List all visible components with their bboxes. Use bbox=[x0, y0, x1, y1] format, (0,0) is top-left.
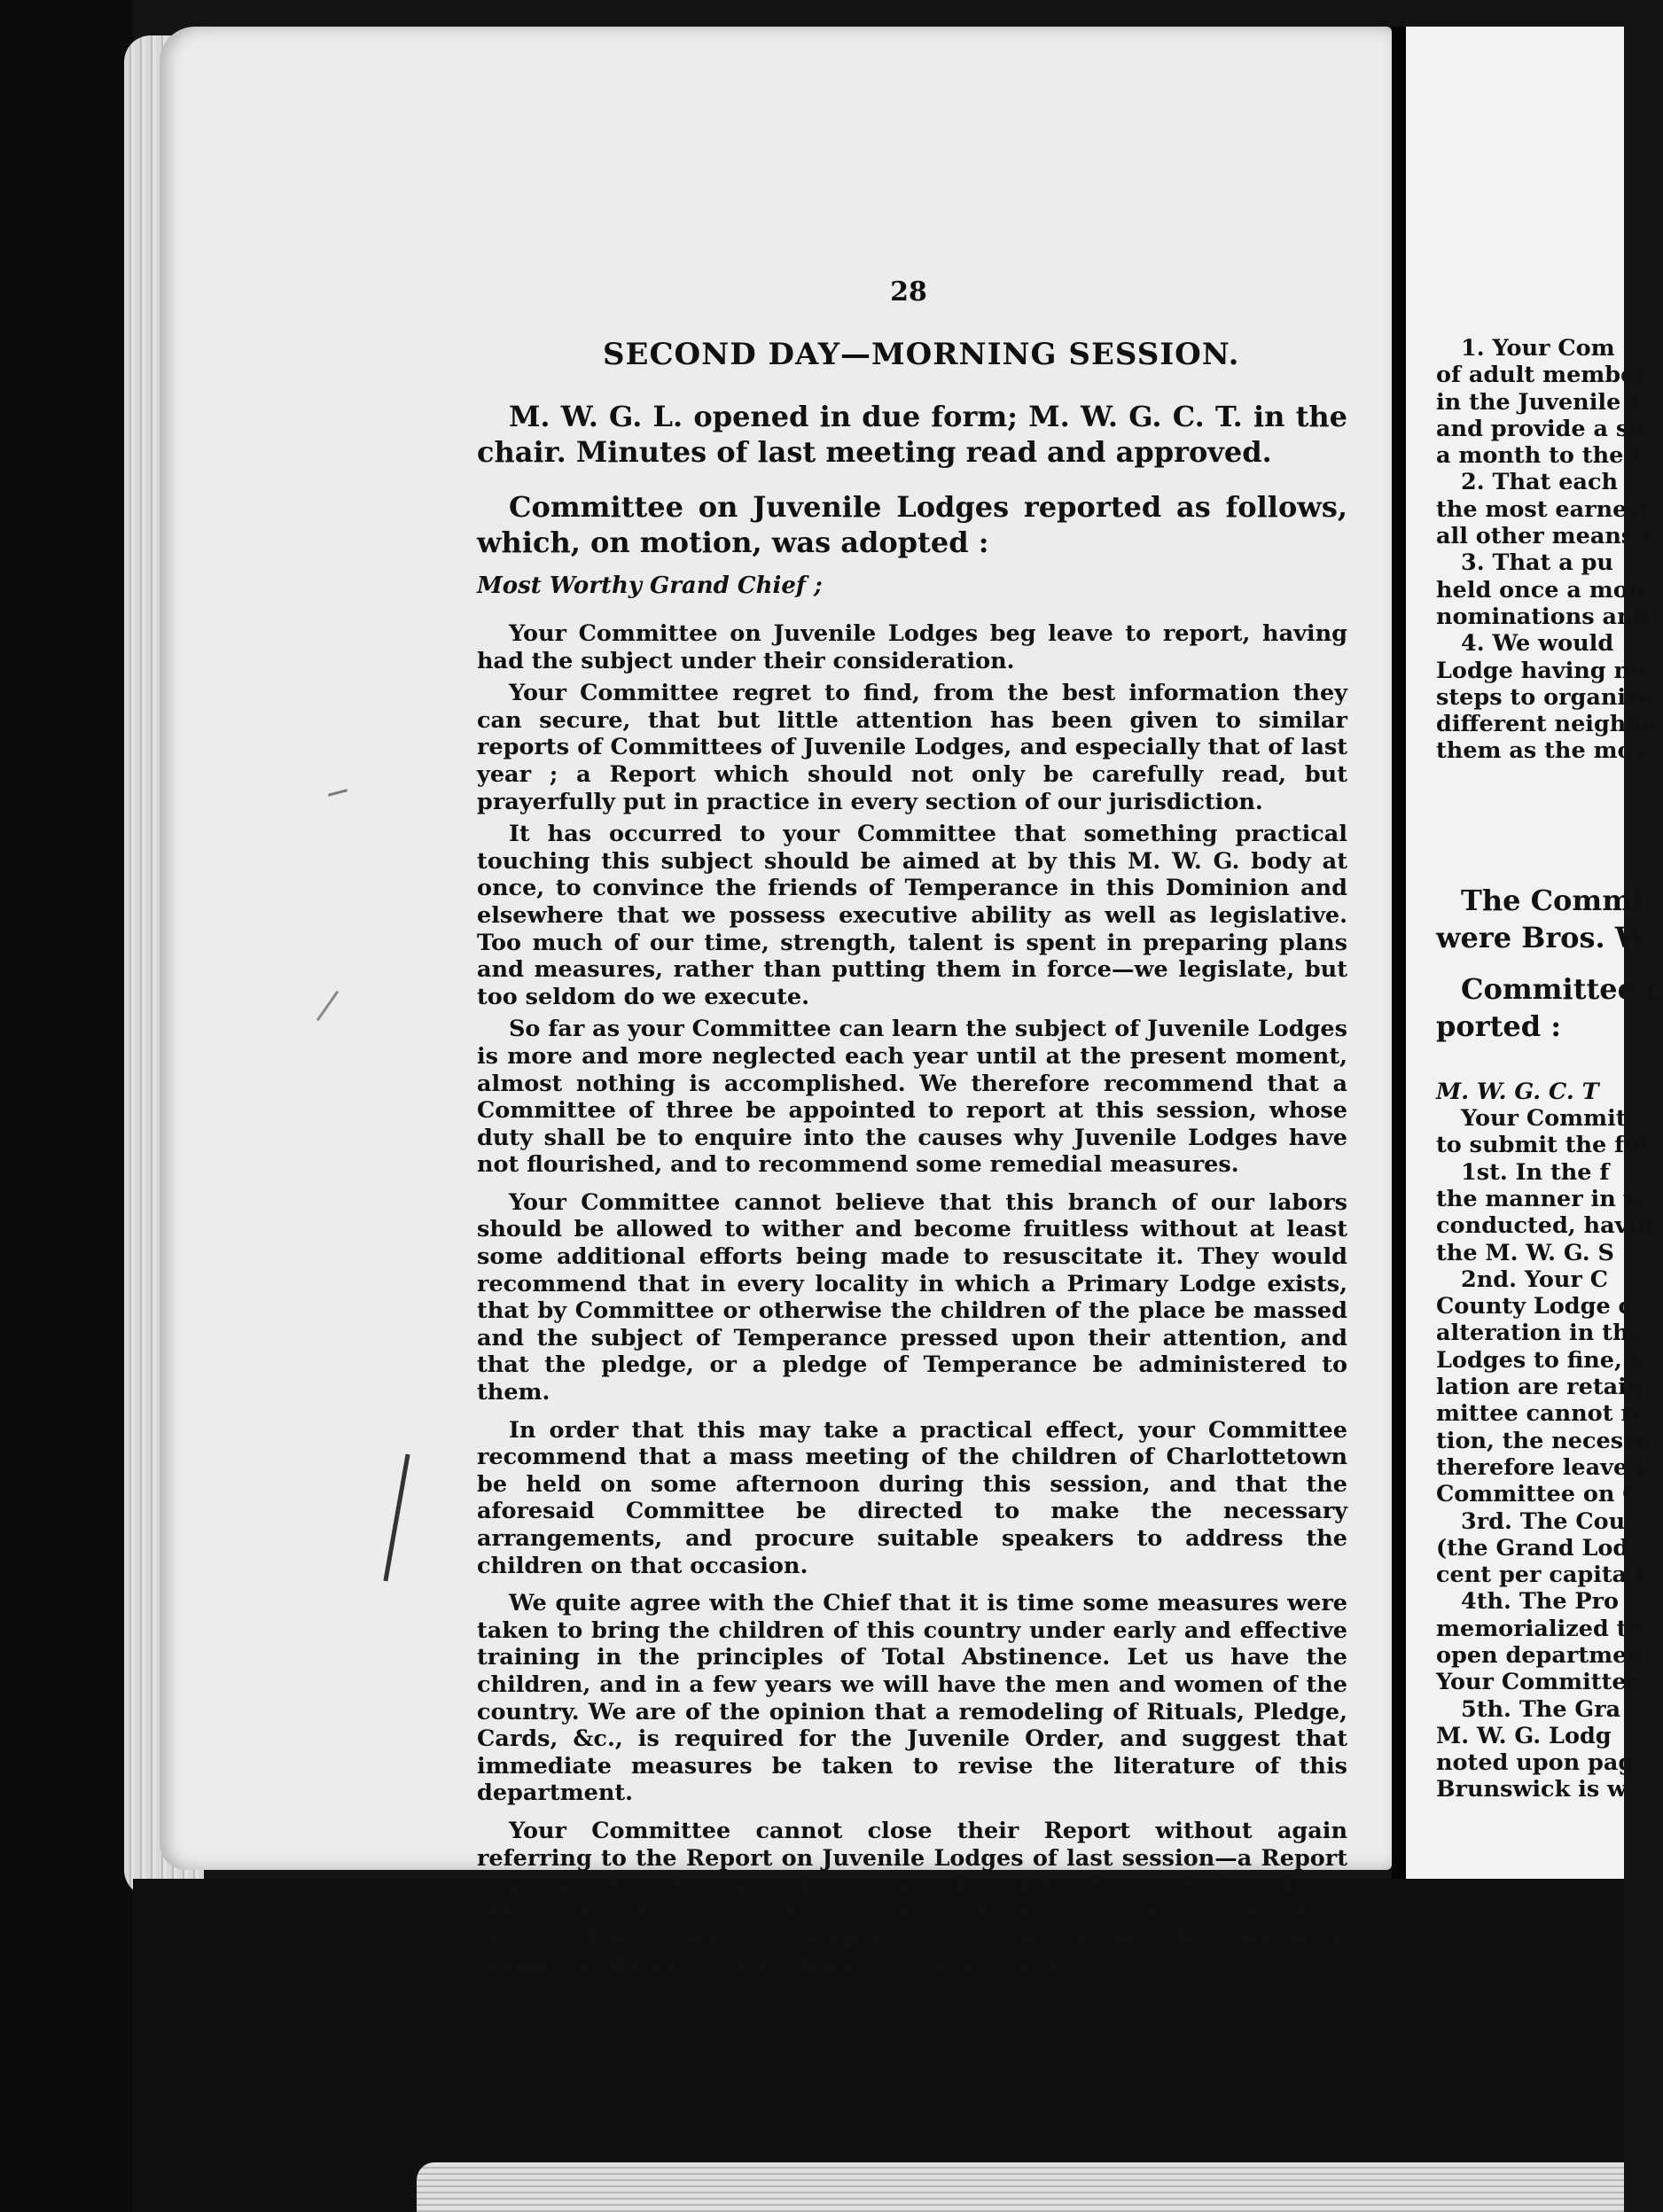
right-page-column bbox=[1436, 335, 1663, 1803]
right-line: Committee c bbox=[1461, 971, 1663, 1006]
right-line: Lodges to fine, s bbox=[1436, 1346, 1643, 1374]
right-line: Your Commit bbox=[1461, 1105, 1627, 1133]
right-line: ported : bbox=[1436, 1009, 1562, 1043]
right-line: the most earnest bbox=[1436, 495, 1651, 523]
session-title: SECOND DAY—MORNING SESSION. bbox=[603, 337, 1240, 372]
right-line: alteration in the bbox=[1436, 1320, 1643, 1347]
salutation: Most Worthy Grand Chief ; bbox=[477, 572, 823, 599]
right-line: and provide a su bbox=[1436, 415, 1645, 442]
right-line: 1. Your Com bbox=[1461, 335, 1615, 362]
right-line: cent per capita t bbox=[1436, 1562, 1645, 1589]
right-line: steps to organize bbox=[1436, 683, 1653, 711]
right-line: 2nd. Your C bbox=[1461, 1266, 1609, 1293]
report-paragraph: We quite agree with the Chief that it is time some measures were taken to bring the children of this country under early and effective training in the principles of Total Abstinence. Let us have the children, and in a few years we will have the men and women of the country. We are of the opinion that a remodeling of Rituals, Pledge, Cards, &c., is required for the Juvenile Order, and suggest that immediate measures be taken to revise the literature of this department. bbox=[477, 1590, 1347, 1807]
right-line: tion, the necesse bbox=[1436, 1427, 1651, 1454]
report-paragraph: Your Committee regret to find, from the best information they can secure, that but little attention has been given to similar reports of Committees of Juvenile Lodges, and especially that of last year ; a Report which should not only be carefully read, but prayerfully put in practice in every section of our jurisdiction. bbox=[477, 680, 1347, 815]
right-line: M. W. G. C. T bbox=[1436, 1078, 1599, 1105]
spacer bbox=[1436, 765, 1631, 882]
right-line: open departmen bbox=[1436, 1641, 1643, 1669]
report-paragraph: Your Committee on Juvenile Lodges beg leave to report, having had the subject under their consideration. bbox=[477, 620, 1347, 674]
right-line: different neighbo bbox=[1436, 711, 1658, 738]
right-line: nominations and bbox=[1436, 603, 1650, 630]
report-paragraph: So far as your Committee can learn the subject of Juvenile Lodges is more and more neglected each year until at the present moment, almost nothing is accomplished. We therefore recommend that a Committee of three be appointed to report at this session, whose duty shall be to enquire into the causes why Juvenile Lodges have not flourished, and to recommend some remedial measures. bbox=[477, 1016, 1347, 1179]
right-line: 5th. The Gra bbox=[1461, 1695, 1621, 1723]
right-line: of adult member bbox=[1436, 362, 1647, 389]
spacer bbox=[1436, 956, 1631, 970]
right-line: 2. That each bbox=[1461, 469, 1619, 496]
right-line: 4th. The Pro bbox=[1461, 1588, 1620, 1616]
report-paragraph: It has occurred to your Committee that something practical touching this subject should be aimed at by this M. W. G. body at once, to convince the friends of Temperance in this Dominion and elsewhere that we possess executive ability as well as legislative. Too much of our time, strength, talent is spent in preparing plans and measures, rather than putting them in force—we legislate, but too seldom do we execute. bbox=[477, 821, 1347, 1010]
right-line: 4. We would bbox=[1461, 630, 1614, 658]
right-line: Your Committee bbox=[1436, 1669, 1641, 1696]
right-line: Committee on C bbox=[1436, 1481, 1641, 1508]
right-line: the manner in w bbox=[1436, 1185, 1643, 1212]
right-line: County Lodge c bbox=[1436, 1293, 1633, 1320]
right-line: Lodge having no bbox=[1436, 657, 1646, 684]
right-line: M. W. G. Lodg bbox=[1436, 1722, 1612, 1749]
intro-paragraph: Committee on Juvenile Lodges reported as follows, which, on motion, was adopted : bbox=[477, 490, 1347, 559]
right-line: lation are retain bbox=[1436, 1374, 1643, 1401]
right-line: conducted, havin bbox=[1436, 1212, 1653, 1240]
bottom-page-edges bbox=[417, 2162, 1624, 2212]
report-paragraph: In order that this may take a practical effect, your Committee recommend that a mass meeting of the children of Charlottetown be held on some afternoon during this session, and that the aforesaid Committee be directed to make the necessary arrangements, and procure suitable speakers to address the children on that occasion. bbox=[477, 1416, 1347, 1579]
right-line: in the Juvenile I bbox=[1436, 388, 1640, 416]
page-number: 28 bbox=[890, 276, 927, 308]
intro-paragraph: M. W. G. L. opened in due form; M. W. G. C. T. in the chair. Minutes of last meeting read and approved. bbox=[477, 400, 1347, 469]
right-line: all other means t bbox=[1436, 523, 1652, 550]
right-line: them as the mos bbox=[1436, 737, 1645, 765]
report-paragraph: Your Committee cannot believe that this branch of our labors should be allowed to wither and become fruitless without at least some additional efforts being made to resuscitate it. They would recommend that in every locality in which a Primary Lodge exists, that by Committee or otherwise the children of the place be massed and the subject of Temperance pressed upon their attention, and that the pledge, or a pledge of Temperance be administered to them. bbox=[477, 1188, 1347, 1406]
right-line: 1st. In the f bbox=[1461, 1158, 1610, 1186]
report-paragraph: Your Committee cannot close their Report without again referring to the Report on Juvenile Lodges of last session—a Report deserving the attention of every member of the Order. And while we feel constrained to commend it as a whole, we think we cannot do better than close our Report by again urging the following recommendations, taken from last year's Report :— bbox=[477, 1817, 1347, 1980]
book-gutter bbox=[1392, 27, 1406, 1879]
right-line: (the Grand Lod bbox=[1436, 1534, 1629, 1562]
scan-border-left bbox=[0, 0, 133, 2212]
report-body bbox=[477, 620, 1347, 1986]
right-line: were Bros. W bbox=[1436, 920, 1647, 954]
right-line: the M. W. G. S bbox=[1436, 1239, 1614, 1266]
right-line: a month to the I bbox=[1436, 442, 1643, 470]
right-line: held once a mon bbox=[1436, 576, 1645, 604]
right-line: memorialized to bbox=[1436, 1615, 1643, 1642]
right-line: 3rd. The Cou bbox=[1461, 1507, 1626, 1535]
right-line: mittee cannot re bbox=[1436, 1400, 1648, 1428]
right-line: Brunswick is w bbox=[1436, 1776, 1628, 1803]
right-line: The Commi bbox=[1461, 883, 1643, 917]
spacer bbox=[1436, 1045, 1631, 1079]
right-line: to submit the fol bbox=[1436, 1132, 1648, 1159]
right-line: noted upon pag bbox=[1436, 1749, 1635, 1777]
right-line: 3. That a pu bbox=[1461, 549, 1613, 577]
right-line: therefore leave i bbox=[1436, 1453, 1644, 1481]
